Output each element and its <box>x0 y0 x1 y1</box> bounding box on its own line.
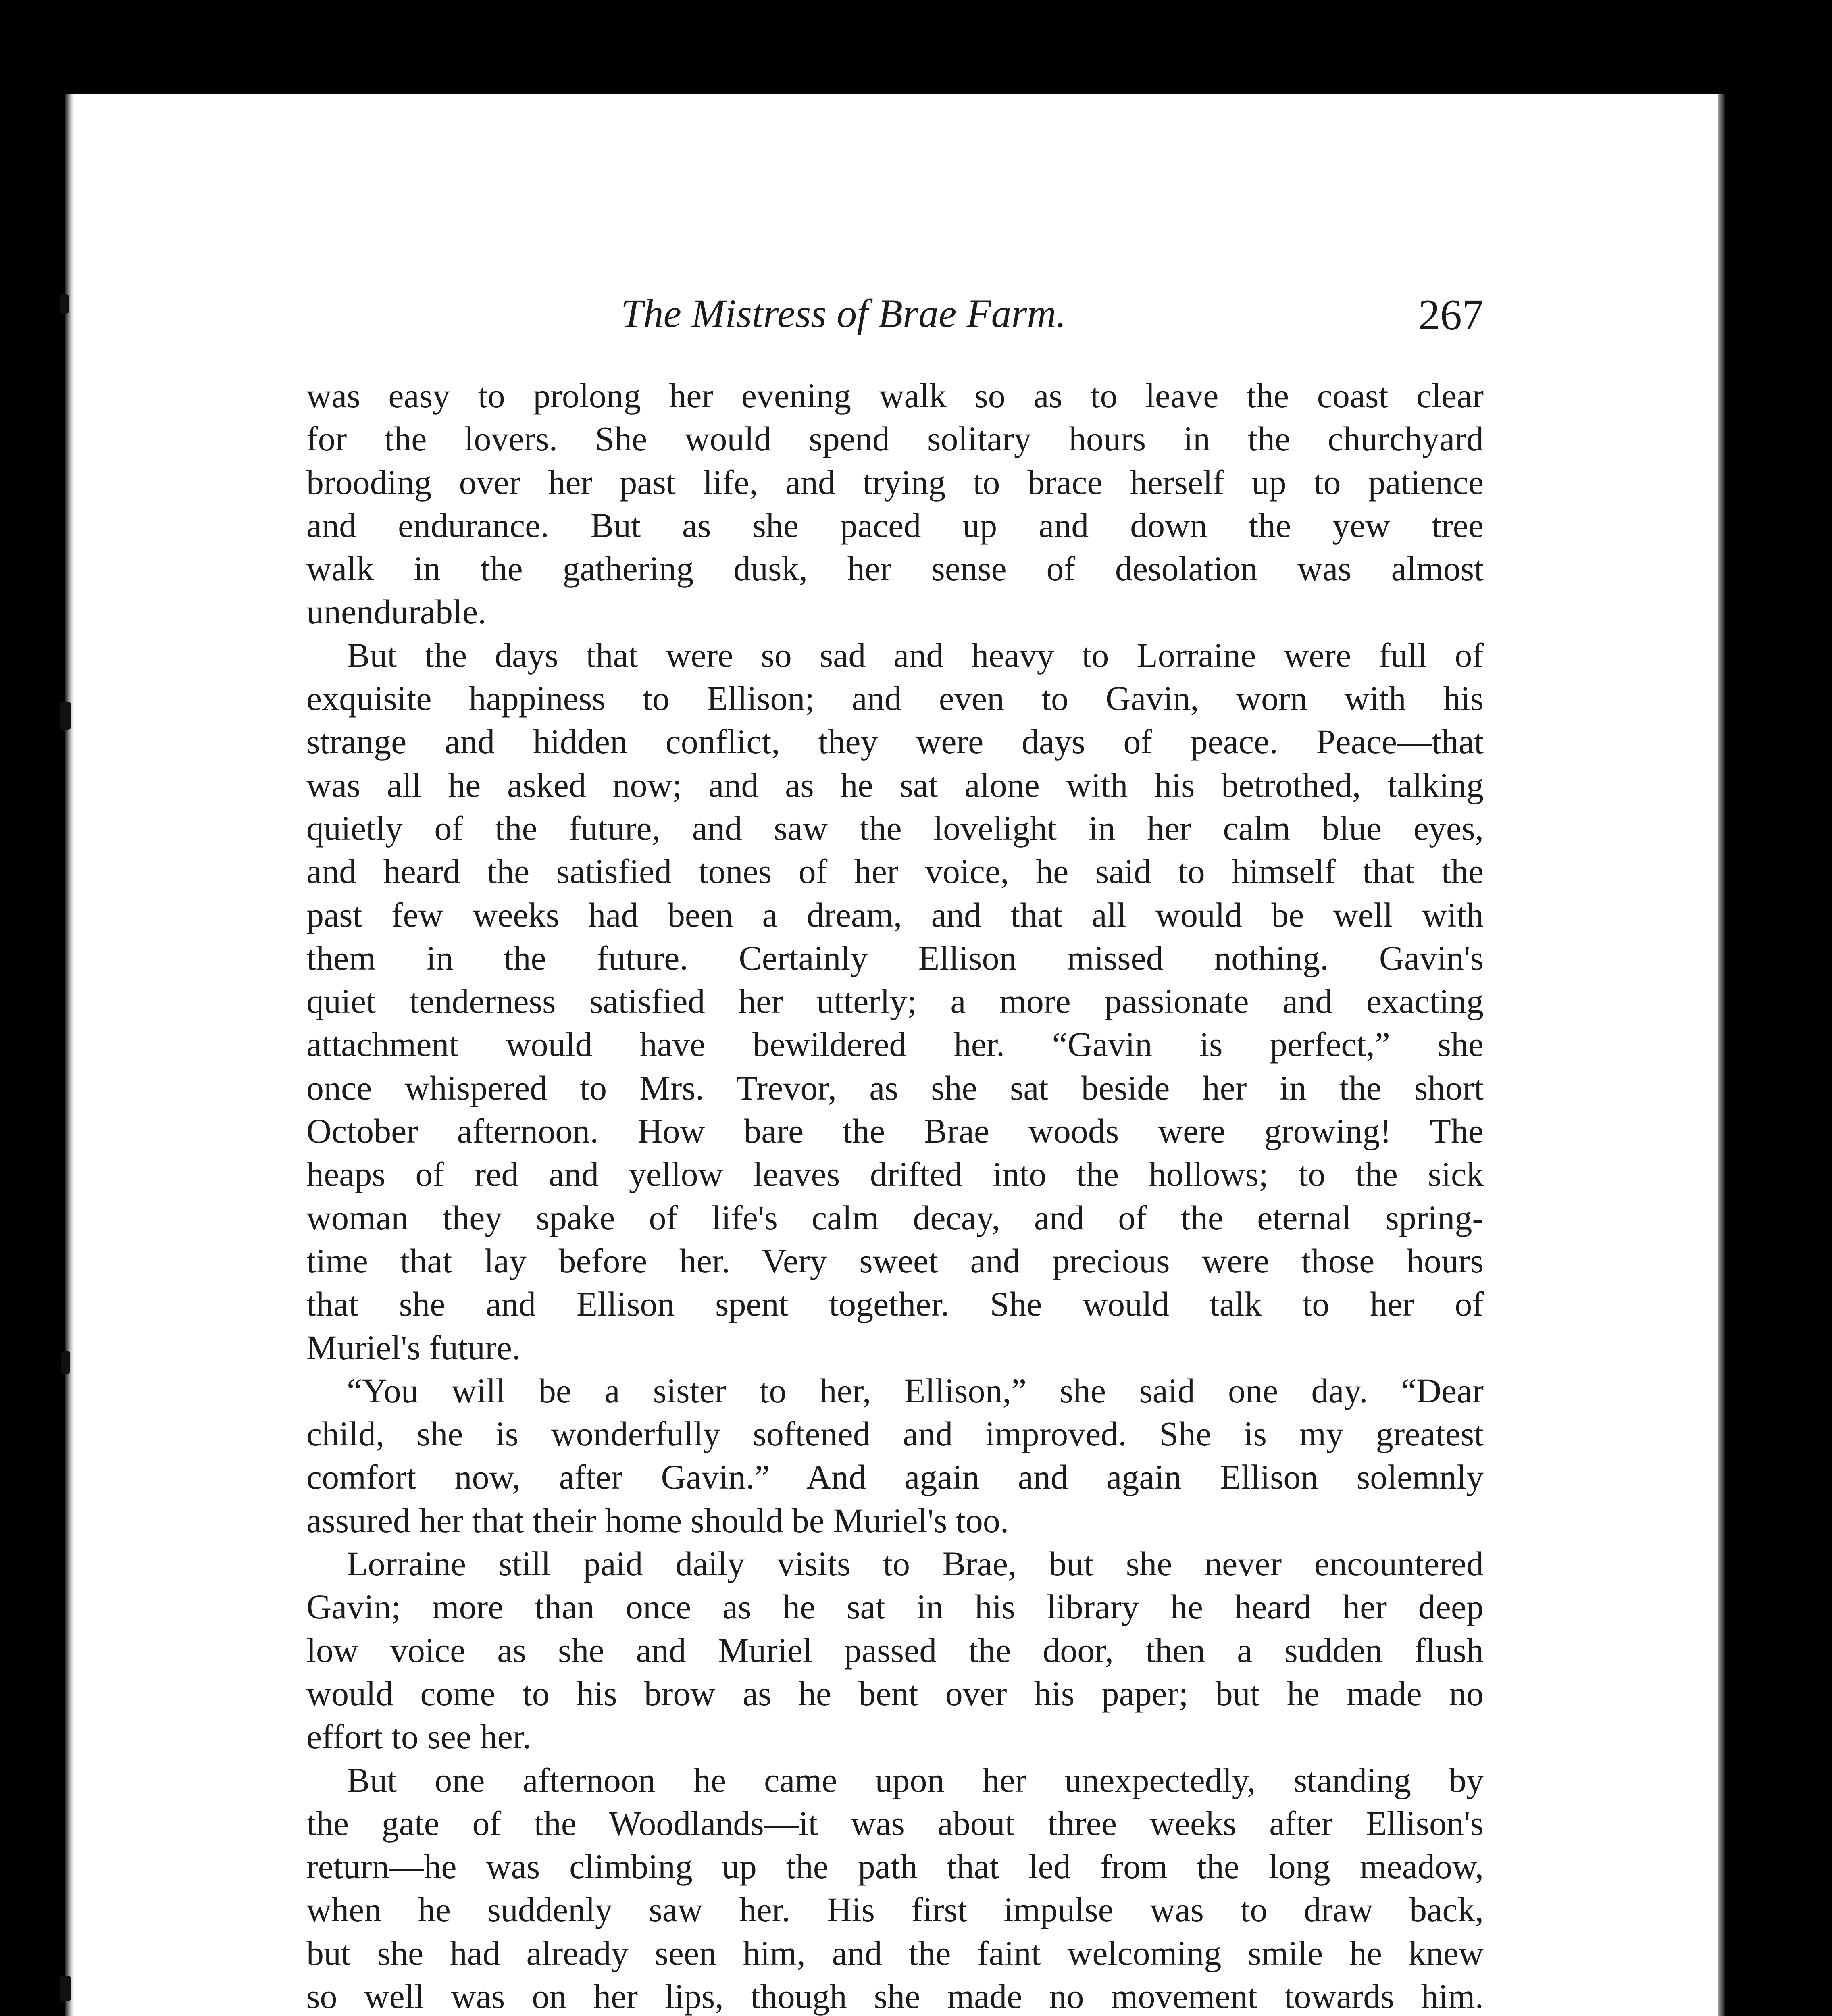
text-line: brooding over her past life, and trying to brace herself up to patience <box>306 462 1484 502</box>
text-line: once whispered to Mrs. Trevor, as she sat beside her in the short <box>306 1068 1484 1107</box>
text-line: would come to his brow as he bent over his paper; but he made no <box>306 1674 1484 1713</box>
text-line: time that lay before her. Very sweet and precious were those hours <box>306 1241 1484 1280</box>
text-line: Gavin; more than once as he sat in his library he heard her deep <box>306 1587 1484 1627</box>
text-line: quiet tenderness satisfied her utterly; a more passionate and exacting <box>306 982 1484 1021</box>
text-line: that she and Ellison spent together. She would talk to her of <box>306 1285 1484 1324</box>
text-line: assured her that their home should be Muriel's too. <box>306 1501 1009 1540</box>
text-line: and heard the satisfied tones of her voice, he said to himself that the <box>306 852 1484 891</box>
text-line: “You will be a sister to her, Ellison,” she said one day. “Dear <box>347 1371 1484 1410</box>
text-line: comfort now, after Gavin.” And again and again Ellison solemnly <box>306 1458 1484 1497</box>
page-right-edge <box>1718 94 1725 2016</box>
page-header <box>306 290 1484 339</box>
page-gutter-edge <box>65 94 74 2016</box>
binding-mark <box>60 702 71 730</box>
text-line: past few weeks had been a dream, and that all would be well with <box>306 895 1484 934</box>
body-text <box>306 374 1484 2016</box>
text-line: and endurance. But as she paced up and down the yew tree <box>306 506 1484 545</box>
text-line: woman they spake of life's calm decay, and of the eternal spring- <box>306 1198 1484 1237</box>
text-line: attachment would have bewildered her. “Gavin is perfect,” she <box>306 1025 1484 1064</box>
text-line: strange and hidden conflict, they were days of peace. Peace—that <box>306 722 1484 761</box>
text-line: for the lovers. She would spend solitary hours in the churchyard <box>306 419 1484 458</box>
text-line: was all he asked now; and as he sat alone with his betrothed, talking <box>306 765 1484 804</box>
text-line: October afternoon. How bare the Brae woods were growing! The <box>306 1112 1484 1151</box>
text-line: the gate of the Woodlands—it was about three weeks after Ellison's <box>306 1804 1484 1843</box>
text-line: unendurable. <box>306 592 487 631</box>
text-line: return—he was climbing up the path that led from the long meadow, <box>306 1847 1484 1886</box>
text-line: effort to see her. <box>306 1717 531 1756</box>
text-line: But one afternoon he came upon her unexpectedly, standing by <box>347 1760 1484 1799</box>
text-line: them in the future. Certainly Ellison missed nothing. Gavin's <box>306 938 1484 977</box>
text-line: exquisite happiness to Ellison; and even to Gavin, worn with his <box>306 679 1484 718</box>
text-line: quietly of the future, and saw the lovelight in her calm blue eyes, <box>306 808 1484 848</box>
text-line: but she had already seen him, and the faint welcoming smile he knew <box>306 1933 1484 1972</box>
page-number: 267 <box>1418 291 1484 339</box>
text-line: Muriel's future. <box>306 1328 521 1367</box>
text-line: But the days that were so sad and heavy to Lorraine were full of <box>347 635 1484 675</box>
text-line: Lorraine still paid daily visits to Brae, but she never encountered <box>347 1544 1484 1583</box>
text-line: walk in the gathering dusk, her sense of desolation was almost <box>306 549 1484 588</box>
text-line: was easy to prolong her evening walk so as to leave the coast clear <box>306 376 1484 415</box>
text-line: when he suddenly saw her. His first impulse was to draw back, <box>306 1890 1484 1929</box>
binding-mark <box>60 294 69 314</box>
text-line: heaps of red and yellow leaves drifted into the hollows; to the sick <box>306 1155 1484 1194</box>
text-line: so well was on her lips, though she made no movement towards him. <box>306 1976 1484 2016</box>
text-line: low voice as she and Muriel passed the door, then a sudden flush <box>306 1631 1484 1670</box>
binding-mark <box>61 1351 70 1374</box>
text-line: child, she is wonderfully softened and improved. She is my greatest <box>306 1414 1484 1454</box>
running-title: The Mistress of Brae Farm. <box>621 291 1066 336</box>
binding-mark <box>60 1976 71 2001</box>
